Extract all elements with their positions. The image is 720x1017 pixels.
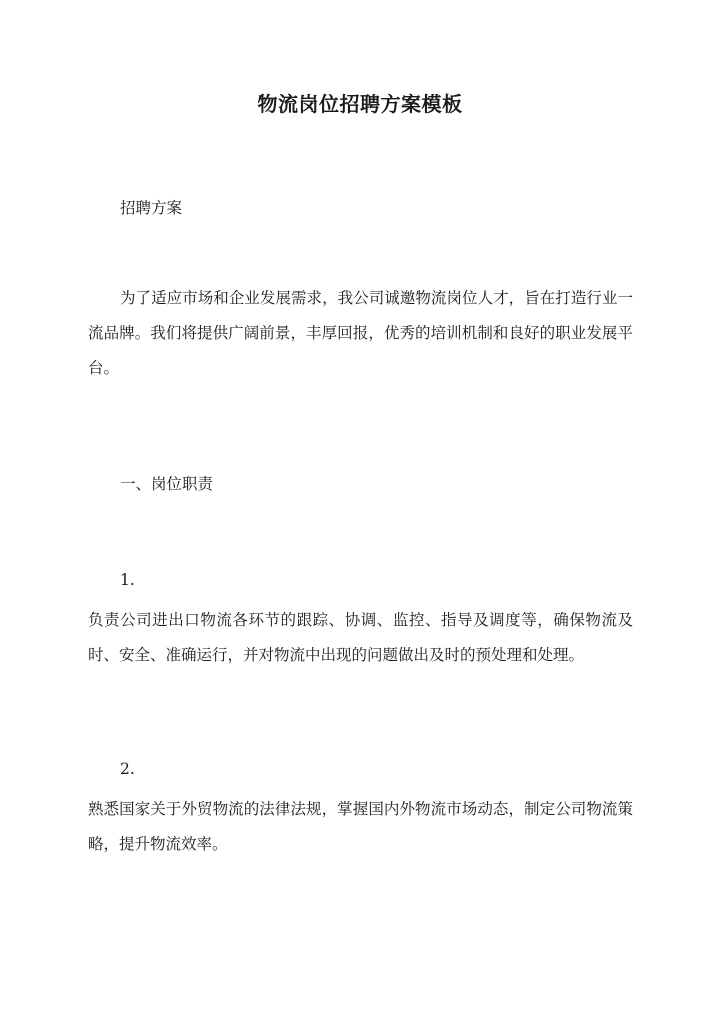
document-title: 物流岗位招聘方案模板 [257, 92, 463, 116]
item-number: 2. [120, 760, 135, 778]
item-number: 1. [120, 571, 135, 589]
item-text: 负责公司进出口物流各环节的跟踪、协调、监控、指导及调度等，确保物流及时、安全、准确运行，并对物流中出现的问题做出及时的预处理和处理。 [88, 611, 633, 664]
intro-paragraph: 为了适应市场和企业发展需求，我公司诚邀物流岗位人才，旨在打造行业一流品牌。我们将提供广阔前景，丰厚回报，优秀的培训机制和良好的职业发展平台。 [88, 289, 633, 377]
item-text: 熟悉国家关于外贸物流的法律法规，掌握国内外物流市场动态，制定公司物流策略，提升物流效率。 [88, 800, 633, 853]
section-heading: 招聘方案 [120, 199, 183, 217]
duty-heading: 一、岗位职责 [120, 475, 214, 493]
